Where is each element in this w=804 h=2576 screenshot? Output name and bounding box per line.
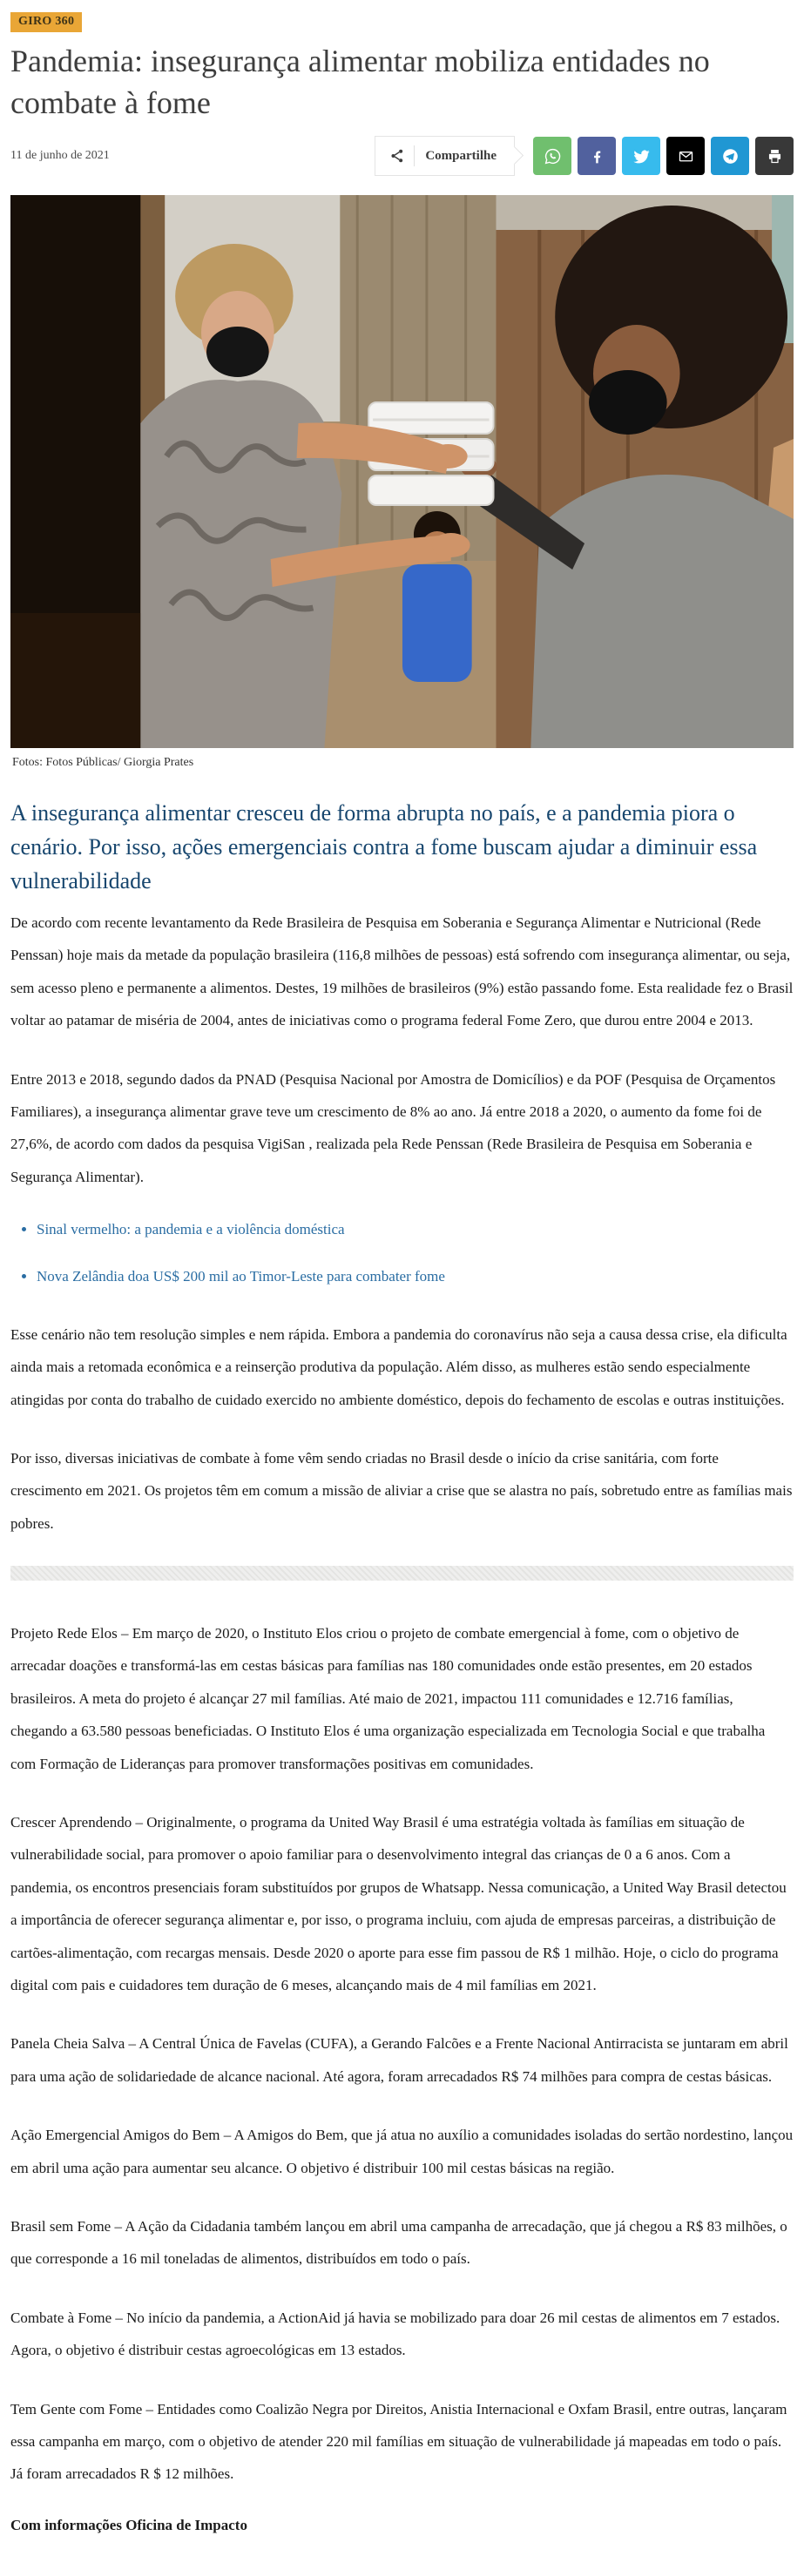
section-divider <box>10 1566 794 1581</box>
paragraph: De acordo com recente levantamento da Rede Brasileira de Pesquisa em Soberania e Segurança Alimentar e Nutricional (Rede Penssan) hoje mais da metade da população brasileira (116,8 milhões de pessoas) está sofrendo com insegurança alimentar, ou seja, sem acesso pleno e permanente a alimentos. Destes, 19 milhões de brasileiros (9%) estão passando fome. Esta realidade fez o Brasil voltar ao patamar de miséria de 2004, antes de iniciativas como o programa federal Fome Zero, que durou entre 2004 e 2013. <box>10 914 794 1029</box>
share-whatsapp-button[interactable] <box>533 137 571 175</box>
share-facebook-button[interactable] <box>578 137 616 175</box>
related-links <box>37 1219 794 1287</box>
paragraphs-bottom <box>10 1617 794 2491</box>
headline: Pandemia: insegurança alimentar mobiliza entidades no combate à fome <box>10 44 710 120</box>
share-tooltip-tail <box>505 146 524 165</box>
share-separator <box>414 145 415 166</box>
paragraph: Combate à Fome – No início da pandemia, a ActionAid já havia se mobilizado para doar 26 mil cestas de alimentos em 7 estados. Agora, o objetivo é distribuir cestas agroecológicas em 13 estados. <box>10 2309 780 2359</box>
share-twitter-button[interactable] <box>622 137 660 175</box>
whatsapp-icon <box>544 147 562 165</box>
article-photo <box>10 195 794 748</box>
photo-caption: Fotos: Fotos Públicas/ Giorgia Prates <box>12 756 194 770</box>
paragraph: Tem Gente com Fome – Entidades como Coalizão Negra por Direitos, Anistia Internacional e Oxfam Brasil, entre outras, lançaram essa campanha em março, com o objetivo de atender 220 mil famílias em situação de vulnerabilidade já mapeadas em todo o país. Já foram arrecadados R $ 12 milhões. <box>10 2400 787 2483</box>
paragraph: Esse cenário não tem resolução simples e nem rápida. Embora a pandemia do coronavírus não seja a causa dessa crise, ela dificulta ainda mais a retomada econômica e a reinserção produtiva da população. Além disso, as mulheres estão sendo especialmente atingidas por conta do trabalho de cuidado exercido no ambiente doméstico, depois do fechamento de escolas e outras instituições. <box>10 1325 787 1408</box>
paragraph: Ação Emergencial Amigos do Bem – A Amigos do Bem, que já atua no auxílio a comunidades isoladas do sertão nordestino, lançou em abril uma ação para aumentar seu alcance. O objetivo é distribuir 100 mil cestas básicas na região. <box>10 2127 794 2176</box>
telegram-icon <box>721 147 740 165</box>
paragraph: Entre 2013 e 2018, segundo dados da PNAD (Pesquisa Nacional por Amostra de Domicílios) e da POF (Pesquisa de Orçamentos Familiares), a insegurança alimentar grave teve um crescimento de 8% ao ano. Já entre 2018 a 2020, o aumento da fome foi de 27,6%, de acordo com dados da pesquisa VigiSan , realizada pela Rede Penssan (Rede Brasileira de Pesquisa em Soberania e Segurança Alimentar). <box>10 1070 776 1185</box>
related-link-item <box>37 1219 794 1240</box>
share-email-button[interactable] <box>666 137 705 175</box>
share-row <box>375 136 794 176</box>
share-print-button[interactable] <box>755 137 794 175</box>
share-alt-icon <box>389 148 405 164</box>
facebook-icon <box>588 147 606 165</box>
email-icon <box>677 147 695 165</box>
article-figure <box>10 195 794 770</box>
paragraph: Panela Cheia Salva – A Central Única de Favelas (CUFA), a Gerando Falcões e a Frente Nacional Antirracista se juntaram em abril para uma ação de solidariedade de alcance nacional. Até agora, foram arrecadados R$ 74 milhões para compra de cestas básicas. <box>10 2035 788 2085</box>
share-button[interactable] <box>375 136 515 176</box>
twitter-icon <box>632 147 651 165</box>
paragraph: Crescer Aprendendo – Originalmente, o programa da United Way Brasil é uma estratégia voltada às famílias em situação de vulnerabilidade social, para promover o apoio familiar para o desenvolvimento integral das crianças de 0 a 6 anos. Com a pandemia, os encontros presenciais foram substituídos por grupos de Whatsapp. Nessa comunicação, a United Way Brasil detectou a importância de oferecer segurança alimentar e, por isso, o programa incluiu, com ajuda de empresas parceiras, a distribuição de cartões-alimentação, com recargas mensais. Desde 2020 o aporte para esse fim passou de R$ 1 milhão. Hoje, o ciclo do programa digital com pais e cuidadores tem duração de 6 meses, alcançando mais de 4 mil famílias em 2021. <box>10 1814 787 1993</box>
lede: A insegurança alimentar cresceu de forma abrupta no país, e a pandemia piora o cenário. Por isso, ações emergenciais contra a fome buscam ajudar a diminuir essa vulnerabilidade <box>10 800 758 894</box>
publish-date: 11 de junho de 2021 <box>10 149 110 163</box>
category-badge[interactable]: GIRO 360 <box>10 12 82 32</box>
paragraph: Projeto Rede Elos – Em março de 2020, o Instituto Elos criou o projeto de combate emergencial à fome, com o objetivo de arrecadar doações e transformá-las em cestas básicas para famílias nas 180 comunidades onde estão presentes, em 20 estados brasileiros. A meta do projeto é alcançar 27 mil famílias. Até maio de 2021, impactou 111 comunidades e 12.716 famílias, chegando a 63.580 pessoas beneficiadas. O Instituto Elos é uma organização especializada em Tecnologia Social e que trabalha com Formação de Lideranças para promover transformações positivas em comunidades. <box>10 1625 766 1772</box>
share-telegram-button[interactable] <box>711 137 749 175</box>
paragraphs-top <box>10 907 794 1193</box>
related-link[interactable]: Sinal vermelho: a pandemia e a violência doméstica <box>37 1221 345 1238</box>
paragraphs-mid <box>10 1318 794 1540</box>
source-note: Com informações Oficina de Impacto <box>10 2516 247 2533</box>
meta-row <box>10 136 794 176</box>
paragraph: Por isso, diversas iniciativas de combate à fome vêm sendo criadas no Brasil desde o início da crise sanitária, com forte crescimento em 2021. Os projetos têm em comum a missão de aliviar a crise que se alastra no país, sobretudo entre as famílias mais pobres. <box>10 1449 793 1532</box>
paragraph: Brasil sem Fome – A Ação da Cidadania também lançou em abril uma campanha de arrecadação, que já chegou a R$ 83 milhões, o que corresponde a 16 mil toneladas de alimentos, distribuídos em todo o país. <box>10 2217 787 2268</box>
related-link-item <box>37 1266 794 1287</box>
share-label: Compartilhe <box>425 148 497 163</box>
print-icon <box>766 147 784 165</box>
related-link[interactable]: Nova Zelândia doa US$ 200 mil ao Timor-Leste para combater fome <box>37 1267 445 1285</box>
